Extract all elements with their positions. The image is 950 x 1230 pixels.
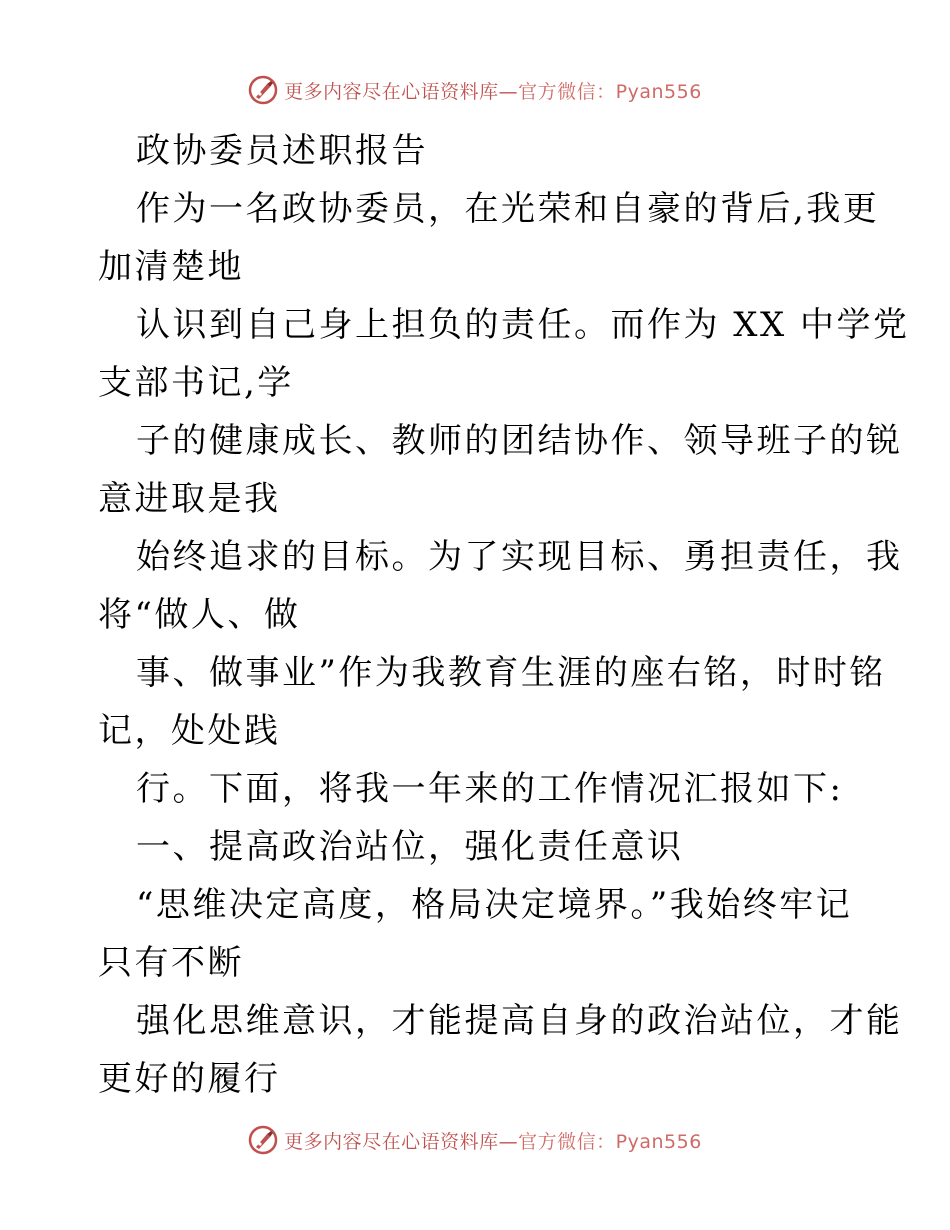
text-line: 事、做事业”作为我教育生涯的座右铭，时时铭	[136, 653, 886, 693]
watermark-text	[284, 77, 702, 104]
text-line: 政协委员述职报告	[136, 131, 428, 171]
text-line: 只有不断	[98, 943, 244, 983]
watermark-main: 更多内容尽在心语资料库	[284, 1130, 499, 1153]
text-line: 意进取是我	[98, 479, 281, 519]
watermark-separator: —	[498, 80, 519, 103]
watermark-contact: 官方微信：Pyan556	[518, 80, 702, 103]
text-line: 支部书记,学	[98, 363, 294, 403]
watermark-contact: 官方微信：Pyan556	[518, 1130, 702, 1153]
text-line: 子的健康成长、教师的团结协作、领导班子的锐	[136, 421, 903, 461]
text-line: 加清楚地	[98, 247, 244, 287]
text-line: 将“做人、做	[98, 595, 301, 635]
pen-nib-logo-icon	[248, 1125, 278, 1155]
watermark-main: 更多内容尽在心语资料库	[284, 80, 499, 103]
watermark-text	[284, 1127, 702, 1154]
text-line: 作为一名政协委员，在光荣和自豪的背后,我更	[136, 189, 880, 229]
watermark-group	[248, 75, 702, 105]
watermark-separator: —	[498, 1130, 519, 1153]
text-line: 强化思维意识，才能提高自身的政治站位，才能	[136, 1001, 903, 1041]
text-line: “思维决定高度，格局决定境界。”我始终牢记	[136, 885, 853, 925]
footer-watermark	[0, 1120, 950, 1160]
text-line: 记，处处践	[98, 711, 281, 751]
document-body	[98, 122, 910, 1108]
text-line: 一、提高政治站位，强化责任意识	[136, 827, 684, 867]
text-line: 更好的履行	[98, 1059, 281, 1099]
watermark-group	[248, 1125, 702, 1155]
text-line: 始终追求的目标。为了实现目标、勇担责任，我	[136, 537, 903, 577]
header-watermark	[0, 70, 950, 110]
text-line: 认识到自己身上担负的责任。而作为 XX 中学党	[136, 305, 910, 345]
text-line: 行。下面，将我一年来的工作情况汇报如下:	[136, 769, 844, 809]
pen-nib-logo-icon	[248, 75, 278, 105]
